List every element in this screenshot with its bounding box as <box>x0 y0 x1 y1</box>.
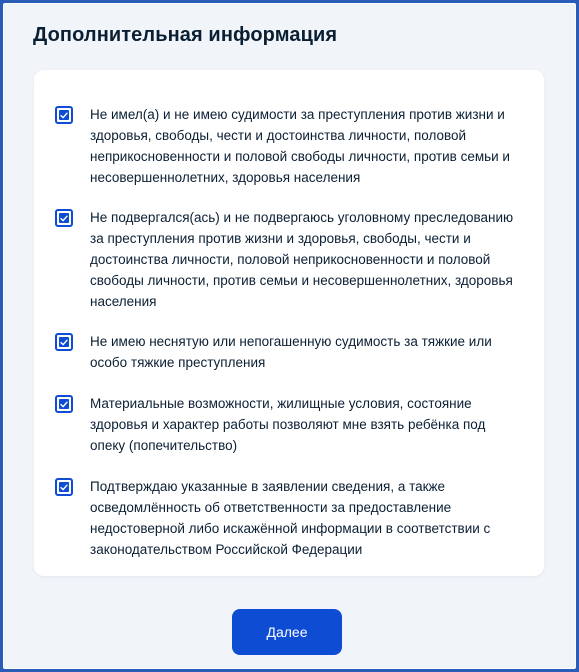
check-icon <box>59 482 69 492</box>
form-window <box>3 3 576 669</box>
check-icon <box>59 337 69 347</box>
checkbox-guardianship-ability[interactable] <box>55 395 73 413</box>
checkbox-row-confirm-information[interactable] <box>55 476 525 560</box>
checkbox-confirm-information[interactable] <box>55 478 73 496</box>
checkbox-row-no-prosecution[interactable] <box>55 207 525 312</box>
checkbox-row-guardianship-ability[interactable] <box>55 393 525 456</box>
checkbox-no-prosecution[interactable] <box>55 209 73 227</box>
check-icon <box>59 399 69 409</box>
checkbox-label: Не имею неснятую или непогашенную судимость за тяжкие или особо тяжкие преступления <box>90 334 492 370</box>
check-icon <box>59 110 69 120</box>
checkbox-label: Материальные возможности, жилищные условия, состояние здоровья и характер работы позволяют мне взять ребёнка под опеку (попечительство) <box>90 396 486 453</box>
additional-info-card <box>34 70 544 576</box>
next-button[interactable]: Далее <box>232 609 342 655</box>
checkbox-row-no-criminal-record[interactable] <box>55 104 525 188</box>
checkbox-label: Не имел(а) и не имею судимости за преступления против жизни и здоровья, свободы, чести и достоинства личности, половой неприкосновенности и половой свободы личности, против семьи и несовершеннолетних, здоровья населения <box>90 107 510 185</box>
checkbox-label: Подтверждаю указанные в заявлении сведения, а также осведомлённость об ответственности за предоставление недостоверной либо искажённой информации в соответствии с законодательством Российской Федерации <box>90 479 491 557</box>
check-icon <box>59 213 69 223</box>
checkbox-no-grave-convictions[interactable] <box>55 333 73 351</box>
checkbox-label: Не подвергался(ась) и не подвергаюсь уголовному преследованию за преступления против жизни и здоровья, свободы, чести и достоинства личности, половой неприкосновенности и половой свободы личности, против семьи и несовершеннолетних, здоровья населения <box>90 210 514 309</box>
checkbox-row-no-grave-convictions[interactable] <box>55 331 525 373</box>
checkbox-no-criminal-record[interactable] <box>55 106 73 124</box>
page-title: Дополнительная информация <box>33 24 338 46</box>
